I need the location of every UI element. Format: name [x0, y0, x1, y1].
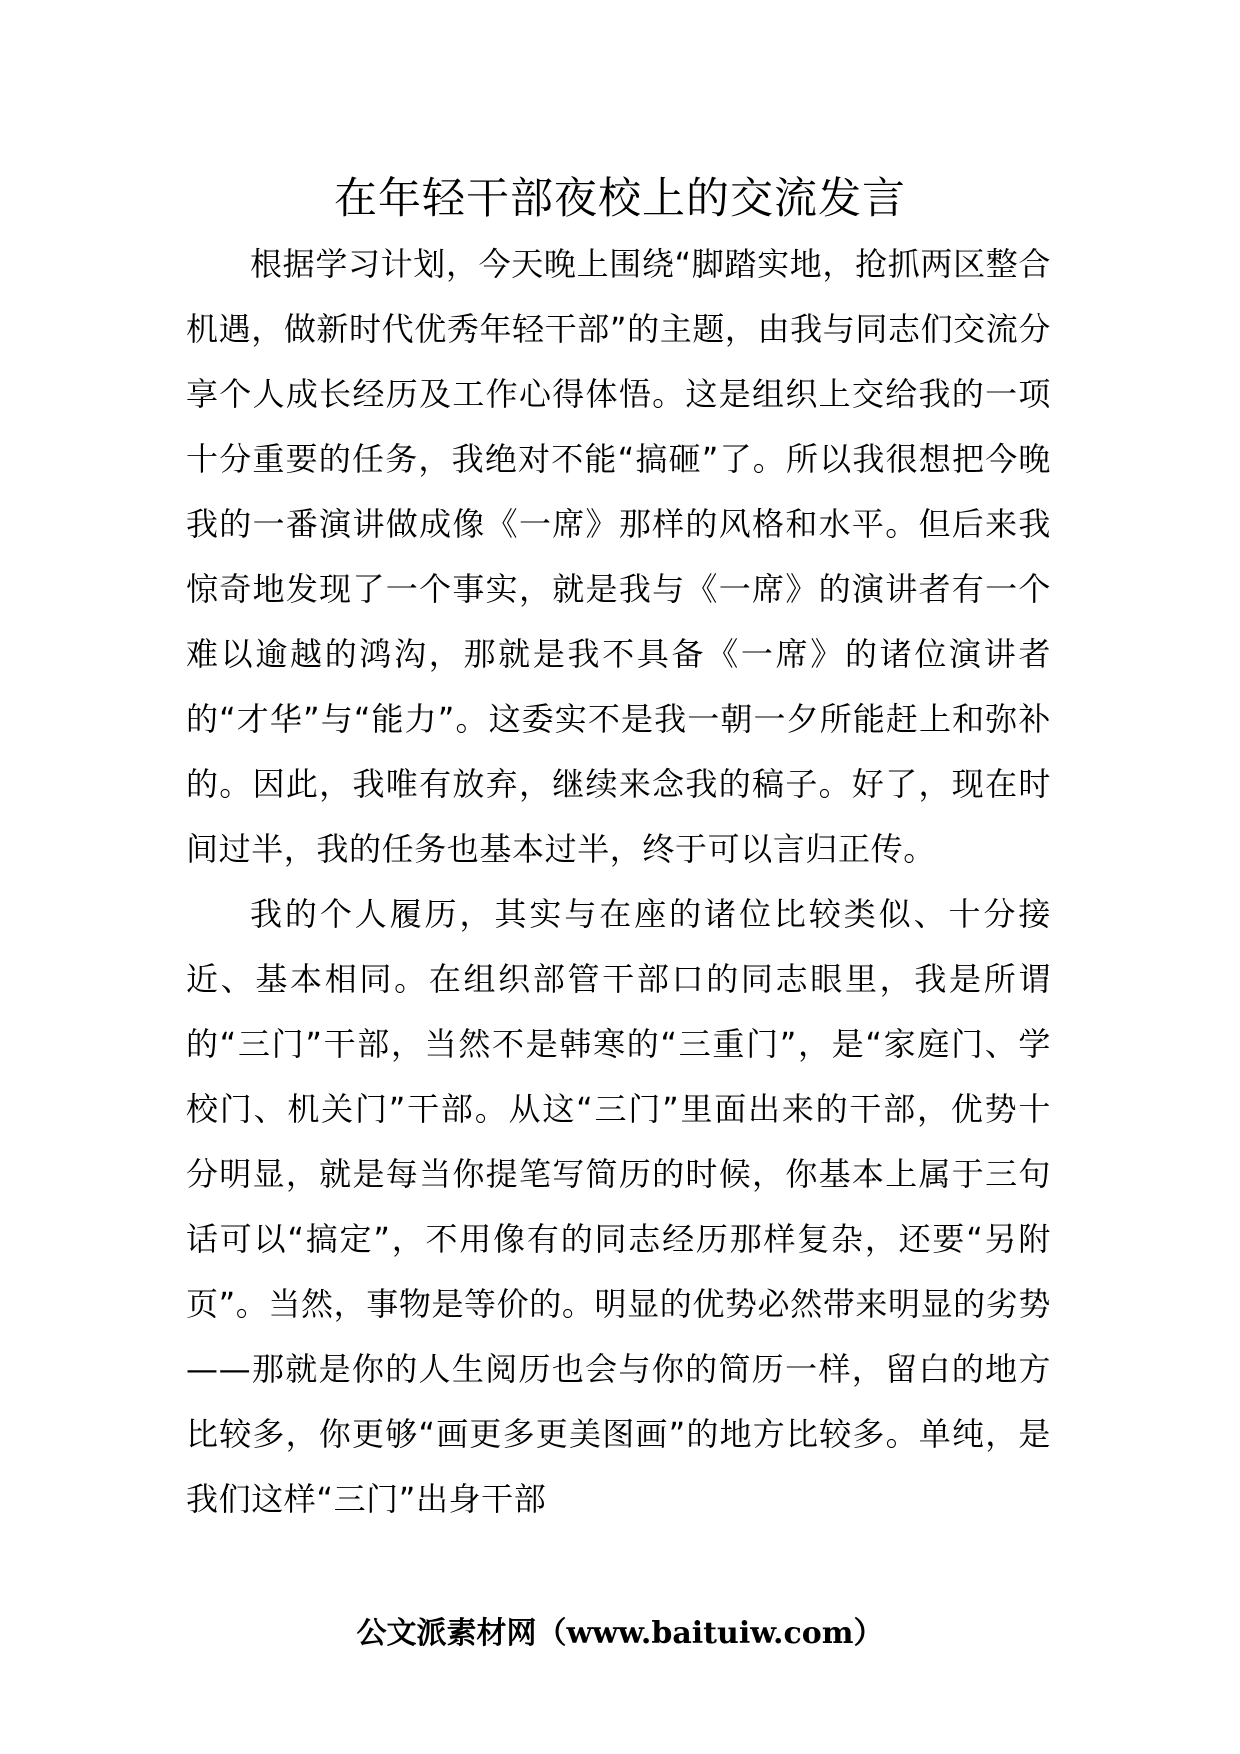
footer-watermark: 公文派素材网（www.baituiw.com）	[356, 1616, 884, 1651]
paragraph-2: 我的个人履历，其实与在座的诸位比较类似、十分接近、基本相同。在组织部管干部口的同志眼里，我是所谓的“三门”干部，当然不是韩寒的“三重门”，是“家庭门、学校门、机关门”干部。从这“三门”里面出来的干部，优势十分明显，就是每当你提笔写简历的时候，你基本上属于三句话可以“搞定”，不用像有的同志经历那样复杂，还要“另附页”。当然，事物是等价的。明显的优势必然带来明显的劣势——那就是你的人生阅历也会与你的简历一样，留白的地方比较多，你更够“画更多更美图画”的地方比较多。单纯，是我们这样“三门”出身干部	[186, 895, 1051, 1518]
document-body	[186, 232, 1051, 1532]
document-title: 在年轻干部夜校上的交流发言	[334, 174, 906, 224]
paragraph-1: 根据学习计划，今天晚上围绕“脚踏实地，抢抓两区整合机遇，做新时代优秀年轻干部”的主题，由我与同志们交流分享个人成长经历及工作心得体悟。这是组织上交给我的一项十分重要的任务，我绝对不能“搞砸”了。所以我很想把今晚我的一番演讲做成像《一席》那样的风格和水平。但后来我惊奇地发现了一个事实，就是我与《一席》的演讲者有一个难以逾越的鸿沟，那就是我不具备《一席》的诸位演讲者的“才华”与“能力”。这委实不是我一朝一夕所能赶上和弥补的。因此，我唯有放弃，继续来念我的稿子。好了，现在时间过半，我的任务也基本过半，终于可以言归正传。	[186, 245, 1051, 868]
